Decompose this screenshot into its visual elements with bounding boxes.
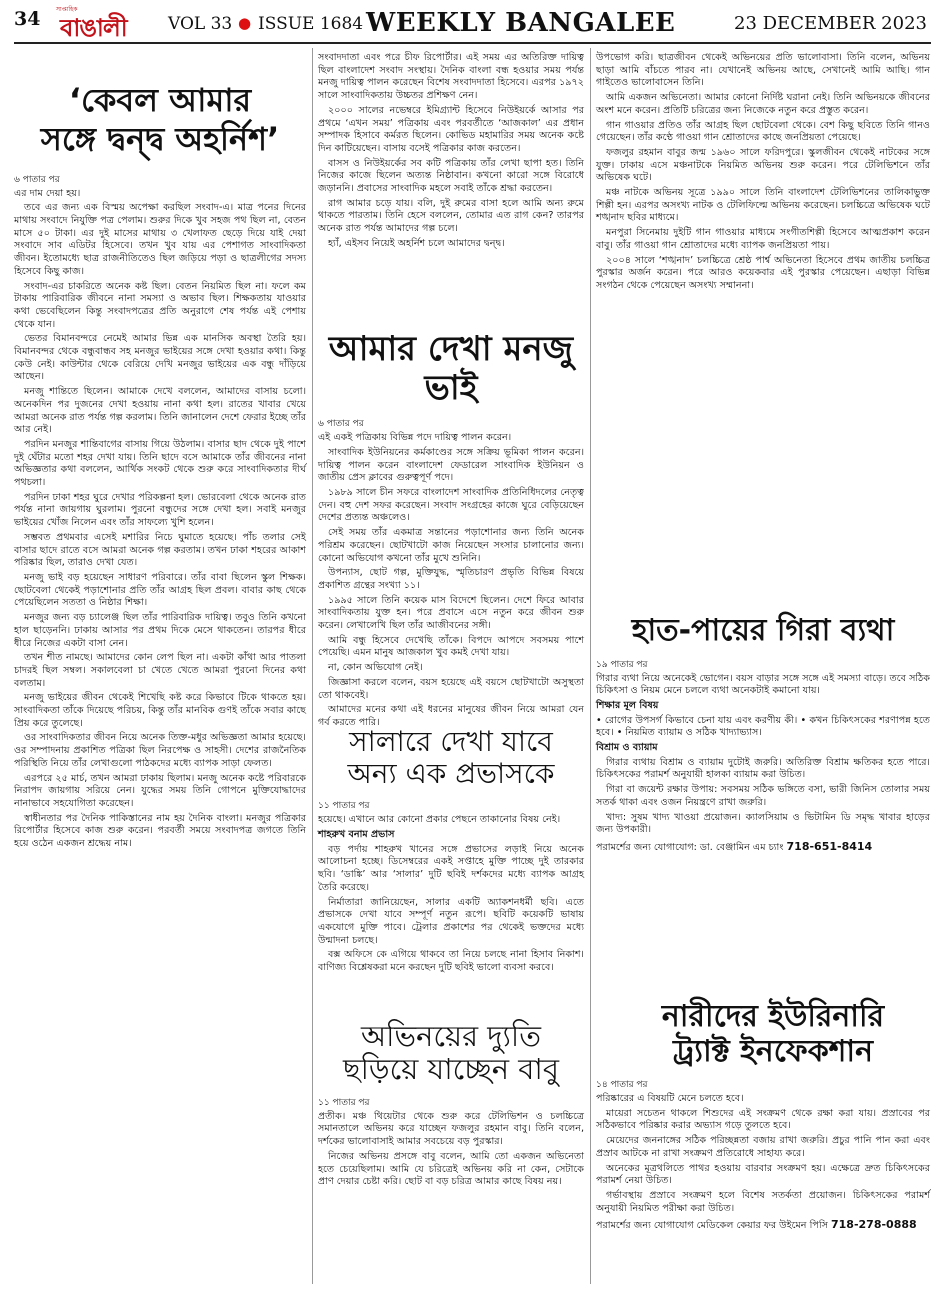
publication-logo (56, 4, 134, 42)
paragraph: গান গাওয়ার প্রতিও তাঁর আগ্রহ ছিল ছোটবেলা থেকে। বেশ কিছু ছবিতে তিনি গানও গেয়েছেন। তাঁর কণ্ঠে গাওয়া গান শ্রোতাদের কাছে জনপ্রিয়তা পেয়েছে। (596, 119, 930, 144)
paragraph: সম্ভবত প্রথমবার এসেই মশারির নিচে ঘুমাতে হয়েছে। পাঁচ তলার সেই বাসার ছাদে রাতে বসে আমরা অনেক গল্প করতাম। তখন ঢাকা শহরের আকাশ পরিষ্কার ছিল, তারাও দেখা যেত। (14, 531, 306, 569)
paragraph: স্বাধীনতার পর দৈনিক পাকিস্তানের নাম হয় দৈনিক বাংলা। মনজুর পত্রিকার রিপোর্টার হিসেবে কাজ শুরু করেন। পরবর্তী সময়ে সংবাদপত্র জগতে তিনি হয়ে ওঠেন একজন শ্রদ্ধেয় নাম। (14, 812, 306, 850)
paragraph: গিরার ব্যথায় বিশ্রাম ও ব্যায়াম দুটোই জরুরি। অতিরিক্ত বিশ্রাম ক্ষতিকর হতে পারে। চিকিৎসকের পরামর্শ অনুযায়ী হালকা ব্যায়াম করা উচিত। (596, 756, 930, 781)
paragraph: পরদিন মনজুর শান্তিবাগের বাসায় গিয়ে উঠলাম। বাসার ছাদ থেকে দুই পাশে দুই ঘেঁটার মতো শহর দেখা যায়। তিনি ছাদে বসে আমাকে তাঁর জীবনের নানা অভিজ্ঞতার কথা বললেন, আর্থিক সংকট থেকে শুরু করে সাংবাদিকতার দীর্ঘ পথচলা। (14, 438, 306, 489)
paragraph: উপন্যাস, ছোট গল্প, মুক্তিযুদ্ধ, স্মৃতিচারণ প্রভৃতি বিভিন্ন বিষয়ে প্রকাশিত গ্রন্থের সংখ্যা ১১। (318, 567, 584, 591)
issue-date: 23 DECEMBER 2023 (734, 13, 927, 34)
paragraph: তখন শীত নামছে। আমাদের কোন লেপ ছিল না। একটা কাঁথা আর পাতলা চাদরই ছিল সম্বল। সকালবেলা চা খেতে খেতে আমরা পুরনো দিনের কথা বলতাম। (14, 652, 306, 689)
paragraph: মায়েরা সচেতন থাকলে শিশুদের এই সংক্রমণ থেকে রক্ষা করা যায়। প্রস্রাবের পর সঠিকভাবে পরিষ্কার করার অভ্যাস গড়ে তুলতে হবে। (596, 1107, 930, 1132)
article-abhinoyer-dyuti (318, 1016, 584, 1284)
continued-from: ১১ পাতার পর (318, 1097, 370, 1108)
volume-label: VOL 33 (168, 14, 233, 34)
paragraph: মনপুরা সিনেমায় দুইটি গান গাওয়ার মাধ্যমে সংগীতশিল্পী হিসেবে আত্মপ্রকাশ করেন বাবু। তাঁর গাওয়া গান শ্রোতাদের মধ্যে ব্যাপক জনপ্রিয়তা পায়। (596, 227, 930, 251)
article-continuation (318, 52, 584, 320)
paragraph: মনজু ভাই বড় হয়েছেন সাধারণ পরিবারে। তাঁর বাবা ছিলেন স্কুল শিক্ষক। ছোটবেলা থেকেই পড়াশোনার প্রতি তাঁর আগ্রহ ছিল প্রবল। বাবার কাছ থেকে পেয়েছিলেন সততা ও নিষ্ঠার শিক্ষা। (14, 571, 306, 609)
paragraph: আমি বন্ধু হিসেবে দেখেছি তাঁকে। বিপদে আপদে সবসময় পাশে পেয়েছি। এমন মানুষ আজকাল খুব কমই দেখা যায়। (318, 634, 584, 659)
paragraph: খাদ্য: সুষম খাদ্য খাওয়া প্রয়োজন। ক্যালসিয়াম ও ভিটামিন ডি সমৃদ্ধ খাবার হাড়ের জন্য উপকারী। (596, 811, 930, 836)
continued-from: ১১ পাতার পর (318, 801, 370, 812)
paragraph: তবে এর জন্য এক বিস্ময় অপেক্ষা করছিল সংবাদ-এ। মাত্র পনের দিনের মাথায় সংবাদে নিযুক্তি পত্র পেলাম। শুরুর দিকে খুব সহজ পথ ছিল না, বেতন মাসে ৫০ টাকা। এর দুই মাসের মাথায় ৩ খেলাফত ছেড়ে দিয়ে যাই দেয়া সংবাদে সাব এডিটর হিসেবে। তখন খুব যায় এর পেশাগত সাংবাদিকতা জীবন। ইতোমধ্যে ছাত্র রাজনীতিতেও ছিল জড়িয়ে পড়া ও ছাত্রলীগের সদস্য হিসেবে কিছু কাজ। (14, 202, 306, 277)
subheading: শাহরুখ বনাম প্রভাস (318, 829, 395, 841)
paragraph: উপভোগ করি। ছাত্রজীবন থেকেই অভিনয়ের প্রতি ভালোবাসা। তিনি বলেন, অভিনয় ছাড়া আমি বাঁচতে পারব না। যেখানেই অভিনয় আছে, সেখানেই আমি আছি। গান গাইতেও ভালোবাসেন তিনি। (596, 52, 930, 89)
consult-text: পরামর্শের জন্য যোগাযোগ মেডিকেল কেয়ার ফর উইমেন পিসি (596, 1220, 828, 1232)
contact-line (596, 841, 930, 855)
paragraph: সাংবাদিক ইউনিয়নের কর্মকাণ্ডের সঙ্গে সক্রিয় ভূমিকা পালন করেন। দায়িত্ব পালন করেন বাংলাদেশ ফেডারেল সাংবাদিক ইউনিয়ন ও জাতীয় প্রেস ক্লাবের গুরুত্বপূর্ণ পদে। (318, 446, 584, 484)
paragraph: হয়েছে। এখানে আর কোনো প্রকার পেছনে তাকানোর বিষয় নেই। (318, 814, 561, 826)
subheading: শিক্ষার মূল বিষয় (596, 699, 659, 711)
issue-label: ISSUE 1684 (258, 14, 364, 34)
paragraph: পরদিন ঢাকা শহর ঘুরে দেখার পরিকল্পনা হল। ভোরবেলা থেকে অনেক রাত পর্যন্ত নানা জায়গায় ঘুরলাম। পুরনো বন্ধুদের সঙ্গে দেখা হল। সবাই মনজুর ভাইয়ের খোঁজ নিলেন এবং তাঁর সাফল্যে খুশি হলেন। (14, 491, 306, 529)
paragraph: মঞ্চ নাটকে অভিনয় সূত্রে ১৯৯০ সালে তিনি বাংলাদেশ টেলিভিশনের তালিকাভুক্ত শিল্পী হন। এরপর অসংখ্য নাটক ও টেলিফিল্মে অভিনয় করেছেন। চলচ্চিত্রে অভিষেক ঘটে শঙ্খনাদ ছবির মাধ্যমে। (596, 187, 930, 224)
headline-line-2: ছড়িয়ে যাচ্ছেন বাবু (343, 1052, 559, 1087)
article-hat-payer-gira-byatha (596, 606, 930, 982)
headline-line-2: অন্য এক প্রভাসকে (347, 757, 555, 791)
page-number: 34 (14, 8, 41, 30)
paragraph: বক্স অফিসে কে এগিয়ে থাকবে তা নিয়ে চলছে নানা হিসাব নিকাশ। বাণিজ্য বিশ্লেষকরা মনে করছেন দুটি ছবিই ভালো ব্যবসা করবে। (318, 949, 584, 974)
paragraph: রাগ আমার চড়ে যায়। বলি, দুই রুমের বাসা হলে আমি অন্য রুমে থাকতে পারতাম। তিনি হেসে বললেন, তোমার এত রাগ কেন? তারপর অনেক রাত পর্যন্ত আমাদের গল্প চলে। (318, 197, 584, 235)
paragraph: ১৯৯৫ সালে তিনি কয়েক মাস বিদেশে ছিলেন। দেশে ফিরে আবার সাংবাদিকতায় যুক্ত হন। পরে প্রবাসে এসে নতুন করে জীবন শুরু করেন। লেখালেখি ছিল তাঁর আজীবনের সঙ্গী। (318, 594, 584, 632)
paragraph: না, কোন অভিযোগ নেই। (328, 662, 423, 674)
paragraph: সংবাদদাতা এবং পরে চীফ রিপোর্টার। এই সময় এর অতিরিক্ত দায়িত্ব ছিল বাংলাদেশ সংবাদ সংস্থায়। দৈনিক বাংলা বন্ধ হওয়ার সময় পর্যন্ত মনজু দায়িত্ব পালন করেছেন বিশেষ সংবাদদাতা হিসেবে। এরপর ১৯৭২ সালে সাংবাদিকতায় উচ্চতর প্রশিক্ষণ নেন। (318, 52, 584, 102)
consult-text: পরামর্শের জন্য যোগাযোগ: ডা. বেঞ্জামিন এম চ্যাং (596, 841, 784, 853)
article-abhinoyer-dyuti-continued (596, 52, 930, 600)
paragraph: মনজু শান্তিতে ছিলেন। আমাকে দেখে বললেন, আমাদের বাসায় চলো। অনেকদিন পর দুজনের দেখা হওয়ায় নানা কথা হল। রাতের খাবার খেয়ে আমরা অনেক রাত পর্যন্ত গল্প করলাম। তিনি জানালেন দেশে ফেরার ইচ্ছে তাঁর আর নেই। (14, 386, 306, 436)
column-divider (590, 48, 591, 1284)
phone-number: 718-651-8414 (786, 839, 873, 853)
paragraph: আমাদের মনের কথা এই ধরনের মানুষের জীবন নিয়ে আমরা যেন গর্ব করতে পারি। (318, 704, 584, 728)
continued-from: ১৯ পাতার পর (596, 659, 648, 670)
paragraph: গিরার ব্যথা নিয়ে অনেকেই ভোগেন। বয়স বাড়ার সঙ্গে সঙ্গে এই সমস্যা বাড়ে। তবে সঠিক চিকিৎসা ও নিয়ম মেনে চললে ব্যথা অনেকটাই কমানো যায়। (596, 672, 930, 697)
headline-line-2: সঙ্গে দ্বন্দ্ব অহর্নিশ’ (40, 119, 280, 158)
paragraph: গিরা বা জয়েন্ট রক্ষার উপায়: সবসময় সঠিক ভঙ্গিতে বসা, ভারী জিনিস তোলার সময় সতর্ক থাকা এবং ওজন নিয়ন্ত্রণে রাখা জরুরি। (596, 784, 930, 808)
paragraph: অনেকের মূত্রথলিতে পাথর হওয়ায় বারবার সংক্রমণ হয়। এক্ষেত্রে দ্রুত চিকিৎসকের পরামর্শ নেয়া উচিত। (596, 1162, 930, 1187)
paragraph: মনজুর জন্য বড় চ্যালেঞ্জ ছিল তাঁর পারিবারিক দায়িত্ব। তবুও তিনি কখনো হাল ছাড়েননি। ঢাকায় আসার পর প্রথম দিকে মেসে থাকতেন। তারপর ধীরে ধীরে নিজের একটা বাসা নেন। (14, 612, 306, 649)
paragraph: হ্যাঁ, এইসব নিয়েই অহর্নিশ চলে আমাদের দ্বন্দ্ব। (328, 237, 505, 249)
paragraph: ভেতর বিমানবন্দরে নেমেই আমার ভিন্ন এক মানসিক অবস্থা তৈরি হয়। বিমানবন্দর থেকে বন্ধুবান্ধব সহ মনজুর ভাইয়ের সঙ্গে দেখা হওয়ার কথা। কিন্তু কেউ নেই। কাউন্টার থেকে বেরিয়ে দেখি মনজুর ভাইয়ের এক বন্ধু দাঁড়িয়ে আছেন। (14, 333, 306, 383)
paragraph: পরিষ্কারের এ বিষয়টি মেনে চলতে হবে। (596, 1093, 744, 1104)
header-divider (14, 42, 931, 44)
paragraph: এর দাম দেয়া হয়। (14, 187, 81, 199)
headline-line-1: সালারে দেখা যাবে (349, 725, 553, 758)
paragraph: বাসস ও নিউইয়র্কের সব কটি পত্রিকায় তাঁর লেখা ছাপা হত। তিনি নিজের কাজে ছিলেন অত্যন্ত নিষ্ঠাবান। কখনো কারো সঙ্গে বিরোধে জড়াননি। প্রবাসের সাংবাদিক মহলে সবাই তাঁকে শ্রদ্ধা করতেন। (318, 157, 584, 195)
headline-line-1: ‘কেবল আমার (68, 81, 252, 119)
continued-from: ৬ পাতার পর (14, 174, 60, 185)
paragraph: ওর সাংবাদিকতার জীবন নিয়ে অনেক তিক্ত-মধুর অভিজ্ঞতা আমার হয়েছে। ওর সম্পাদনায় প্রকাশিত পত্রিকা ছিল নিরপেক্ষ ও সাহসী। দেশের রাজনৈতিক পরিস্থিতি নিয়ে তাঁর লেখাগুলো পাঠকদের মধ্যে ব্যাপক সাড়া ফেলত। (14, 732, 306, 769)
publication-title: WEEKLY BANGALEE (366, 8, 676, 38)
separator-dot-icon: ● (238, 14, 252, 32)
headline: হাত-পায়ের গিরা ব্যথা (631, 613, 895, 648)
paragraph: নির্মাতারা জানিয়েছেন, সালার একটি অ্যাকশনধর্মী ছবি। এতে প্রভাসকে দেখা যাবে সম্পূর্ণ নতুন রূপে। ছবিটি কয়েকটি ভাষায় একযোগে মুক্তি পাবে। ট্রেলার প্রকাশের পর থেকেই ভক্তদের মধ্যে উন্মাদনা চলছে। (318, 896, 584, 946)
contact-line (596, 1219, 930, 1233)
phone-number: 718-278-0888 (831, 1218, 917, 1232)
paragraph: এই একই পত্রিকায় বিভিন্ন পদে দায়িত্ব পালন করেন। (318, 432, 512, 444)
article-salar (318, 716, 584, 974)
paragraph: বড় পর্দায় শাহরুখ খানের সঙ্গে প্রভাসের লড়াই নিয়ে অনেক আলোচনা হচ্ছে। ডিসেম্বরের একই সপ্তাহে মুক্তি পাচ্ছে দুই তারকার ছবি। ‘ডাঙ্কি’ আর ‘সালার’ দুটি ছবিই দর্শকদের মধ্যে ব্যাপক আগ্রহ তৈরি করেছে। (318, 843, 584, 893)
headline-line-2: ট্র্যাক্ট ইনফেকশান (672, 1033, 874, 1069)
column-divider (312, 48, 313, 1284)
paragraph: এরপরে ২৫ মার্চ, তখন আমরা ঢাকায় ছিলাম। মনজু অনেক কষ্টে পরিবারকে নিরাপদ জায়গায় সরিয়ে নেন। যুদ্ধের সময় তিনি গোপনে মুক্তিযোদ্ধাদের নানাভাবে সহযোগিতা করেছেন। (14, 772, 306, 809)
paragraph: ২০০৪ সালে ‘শঙ্খনাদ’ চলচ্চিত্রে শ্রেষ্ঠ পার্শ্ব অভিনেতা হিসেবে প্রথম জাতীয় চলচ্চিত্র পুরস্কার অর্জন করেন। পরে আরও কয়েকবার এই পুরস্কার পেয়েছেন। এছাড়া বিভিন্ন সংগঠন থেকে পেয়েছেন অসংখ্য সম্মাননা। (596, 254, 930, 291)
paragraph: মেয়েদের জননাঙ্গের সঠিক পরিচ্ছন্নতা বজায় রাখা জরুরি। প্রচুর পানি পান করা এবং প্রস্রাব আটকে না রাখা সংক্রমণ প্রতিরোধে সাহায্য করে। (596, 1135, 930, 1159)
paragraph: সংবাদ-এর চাকরিতে অনেক কষ্ট ছিল। বেতন নিয়মিত ছিল না। ফলে কম টাকায় পারিবারিক জীবনে নানা সমস্যা ও অভাব ছিল। শিক্ষকতায় যাওয়ার কথা ভেবেছিলেন কিন্তু সংবাদপত্রের প্রতি অনুরাগে শেষ পর্যন্ত এই পেশায় থেকে যান। (14, 280, 306, 330)
paragraph: আমি একজন অভিনেতা। আমার কোনো নির্দিষ্ট ঘরানা নেই। তিনি অভিনয়কে জীবনের অংশ মনে করেন। প্রতিটি চরিত্রের জন্য নিজেকে নতুন করে প্রস্তুত করেন। (596, 92, 930, 116)
article-narider-uti (596, 990, 930, 1284)
bullet-list: • রোগের উপসর্গ কিভাবে চেনা যায় এবং করণীয় কী। • কখন চিকিৎসকের শরণাপন্ন হতে হবে। • নিয়মিত ব্যায়াম ও সঠিক খাদ্যাভ্যাস। (596, 714, 930, 739)
logo-text: বাঙালী (60, 14, 127, 42)
paragraph: জিজ্ঞাসা করলে বলেন, বয়স হয়েছে এই বয়সে ছোটখাটো অসুস্থতা তো থাকবেই। (318, 676, 584, 701)
subheading: বিশ্রাম ও ব্যায়াম (596, 742, 658, 754)
article-amar-dekha-monju-bhai (318, 326, 584, 728)
paragraph: ২০০০ সালের নভেম্বরে ইমিগ্র্যান্ট হিসেবে নিউইয়র্কে আসার পর প্রথমে ‘এখন সময়’ পত্রিকায় এবং পরবর্তীতে ‘আজকাল’ এর প্রধান সম্পাদক হিসাবে কর্মরত ছিলেন। কোভিড মহামারির সময় অনেক কষ্টে দিন কাটিয়েছেন। বাসায় বসেই পত্রিকার কাজ করতেন। (318, 104, 584, 154)
paragraph: প্রতীক। মঞ্চ থিয়েটার থেকে শুরু করে টেলিভিশন ও চলচ্চিত্রে সমানতালে অভিনয় করে যাচ্ছেন ফজলুর রহমান বাবু। তিনি বলেন, দর্শকের ভালোবাসাই আমার সবচেয়ে বড় পুরস্কার। (318, 1110, 584, 1148)
paragraph: নিজের অভিনয় প্রসঙ্গে বাবু বলেন, আমি তো একজন অভিনেতা হতে চেয়েছিলাম। আমি যে চরিত্রেই অভিনয় করি না কেন, সেটাকে প্রাণ দেয়ার চেষ্টা করি। ছোট বা বড় চরিত্র আমার কাছে বিষয় নয়। (318, 1150, 584, 1188)
continued-from: ৬ পাতার পর (318, 419, 364, 430)
logo-tagline: সাপ্তাহিক (56, 6, 78, 13)
paragraph: ১৯৮৯ সালে চীন সফরে বাংলাদেশ সাংবাদিক প্রতিনিধিদলের নেতৃত্ব দেন। বহু দেশ সফর করেছেন। সংবাদ সংগ্রহের কাজে ঘুরে বেড়িয়েছেন দেশের প্রত্যন্ত অঞ্চলেও। (318, 487, 584, 524)
paragraph: সেই সময় তাঁর একমাত্র সন্তানের পড়াশোনার জন্য তিনি অনেক পরিশ্রম করেছেন। ছোটখাটো কাজ নিয়েছেন সংসার চালানোর জন্য। কোনো অভিযোগ কখনো তাঁর মুখে শুনিনি। (318, 527, 584, 564)
paragraph: মনজু ভাইয়ের জীবন থেকেই শিখেছি কষ্ট করে কিভাবে টিকে থাকতে হয়। সাংবাদিকতা তাঁকে দিয়েছে পরিচয়, কিন্তু তাঁর মানবিক গুণই তাঁকে সবার কাছে প্রিয় করে তুলেছে। (14, 692, 306, 729)
continued-from: ১৪ পাতার পর (596, 1080, 648, 1090)
headline-line-1: অভিনয়ের দ্যুতি (361, 1019, 541, 1053)
headline-line-1: নারীদের ইউরিনারি (661, 999, 885, 1034)
headline: আমার দেখা মনজু ভাই (328, 329, 574, 409)
paragraph: ফজলুর রহমান বাবুর জন্ম ১৯৬০ সালে ফরিদপুরে। স্কুলজীবন থেকেই নাটকের সঙ্গে যুক্ত। ঢাকায় এসে মঞ্চনাটকে নিয়মিত অভিনয় শুরু করেন। পরে টেলিভিশনে তাঁর অভিষেক ঘটে। (596, 146, 930, 184)
article-kebal-amar (14, 52, 306, 1284)
paragraph: গর্ভাবস্থায় প্রস্রাবে সংক্রমণ হলে বিশেষ সতর্কতা প্রয়োজন। চিকিৎসকের পরামর্শ অনুযায়ী নিয়মিত পরীক্ষা করা উচিত। (596, 1189, 930, 1214)
